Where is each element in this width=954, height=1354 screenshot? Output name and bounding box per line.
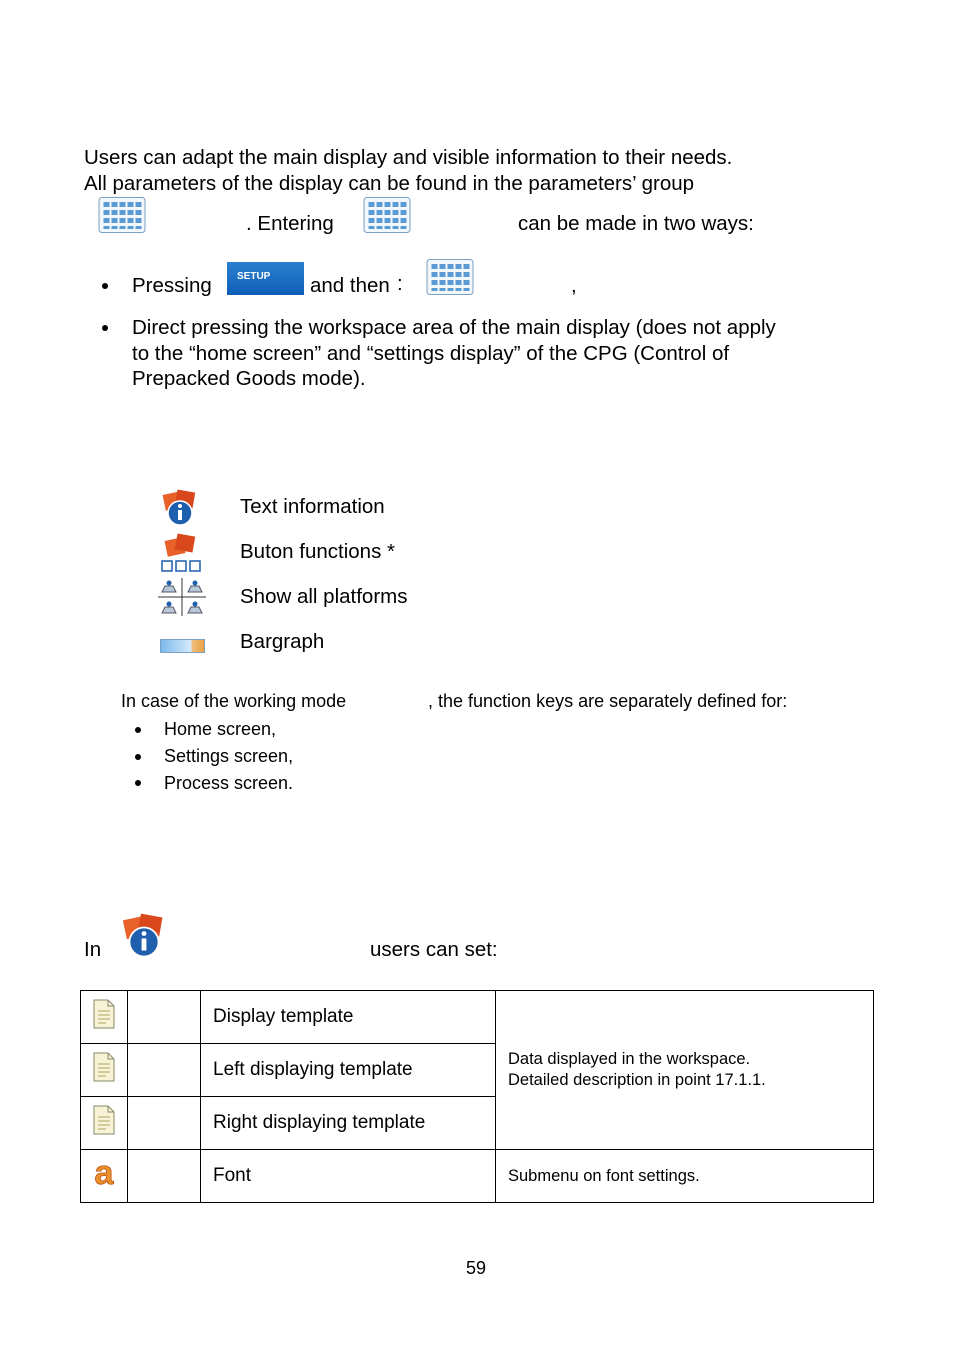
- two-ways-text: can be made in two ways:: [518, 212, 754, 235]
- font-icon: [89, 1157, 119, 1189]
- option-show-platforms: Show all platforms: [240, 585, 408, 608]
- display-grid-icon: [426, 259, 474, 295]
- description-line-1: Data displayed in the workspace.: [508, 1050, 751, 1068]
- option-bargraph: Bargraph: [240, 630, 325, 653]
- display-grid-icon: [363, 197, 411, 233]
- pressing-text: Pressing: [132, 274, 212, 297]
- parameters-table: [80, 990, 874, 1203]
- colon-text: :: [397, 272, 403, 295]
- icon-cell: [81, 991, 128, 1044]
- document-icon: [91, 998, 117, 1030]
- bargraph-icon: [160, 639, 206, 654]
- note-item: Home screen,: [164, 719, 277, 739]
- in-text: In: [84, 938, 102, 961]
- description-line-2: Detailed description in point 17.1.1.: [508, 1071, 766, 1089]
- display-grid-icon: [98, 197, 146, 233]
- comma-text: ,: [571, 274, 577, 297]
- text-information-icon: [122, 913, 166, 959]
- document-icon: [91, 1104, 117, 1136]
- bullet: [135, 780, 141, 786]
- users-can-set-text: users can set:: [370, 938, 498, 961]
- bullet: [135, 754, 141, 760]
- direct-pressing-line-3: Prepacked Goods mode).: [132, 367, 366, 390]
- setup-button[interactable]: SETUP: [227, 262, 304, 295]
- intro-line-2: All parameters of the display can be found in the parameters’ group: [84, 172, 695, 195]
- note-lead: In case of the working mode: [121, 691, 347, 711]
- param-description: [496, 991, 874, 1150]
- param-label: Font: [201, 1150, 496, 1203]
- option-text-information: Text information: [240, 495, 385, 518]
- param-label: Left displaying template: [201, 1044, 496, 1097]
- icon-cell: [81, 1097, 128, 1150]
- bullet: [102, 325, 108, 331]
- empty-cell: [128, 1097, 201, 1150]
- intro-line-1: Users can adapt the main display and visible information to their needs.: [84, 146, 733, 169]
- show-platforms-icon: [158, 578, 206, 616]
- document-icon: [91, 1051, 117, 1083]
- empty-cell: [128, 1044, 201, 1097]
- param-label: Right displaying template: [201, 1097, 496, 1150]
- table-row[interactable]: [81, 991, 874, 1044]
- svg-text:a: a: [94, 1157, 114, 1189]
- page-number: 59: [466, 1258, 487, 1278]
- icon-cell: [81, 1044, 128, 1097]
- direct-pressing-line-2: to the “home screen” and “settings display” of the CPG (Control of: [132, 342, 730, 365]
- note-item: Process screen.: [164, 773, 294, 793]
- empty-cell: [128, 1150, 201, 1203]
- font-description: Submenu on font settings.: [496, 1150, 874, 1203]
- entering-text: . Entering: [246, 212, 334, 235]
- option-button-functions: Buton functions *: [240, 540, 395, 563]
- direct-pressing-line-1: Direct pressing the workspace area of the main display (does not apply: [132, 316, 776, 339]
- icon-cell: [81, 1150, 128, 1203]
- note-rest: , the function keys are separately defined for:: [428, 691, 788, 711]
- param-label: Display template: [201, 991, 496, 1044]
- note-item: Settings screen,: [164, 746, 294, 766]
- and-then-text: and then: [310, 274, 390, 297]
- table-row[interactable]: [81, 1150, 874, 1203]
- bullet: [135, 727, 141, 733]
- button-functions-icon: [160, 533, 204, 573]
- bullet: [102, 283, 108, 289]
- text-information-icon: [160, 489, 200, 527]
- empty-cell: [128, 991, 201, 1044]
